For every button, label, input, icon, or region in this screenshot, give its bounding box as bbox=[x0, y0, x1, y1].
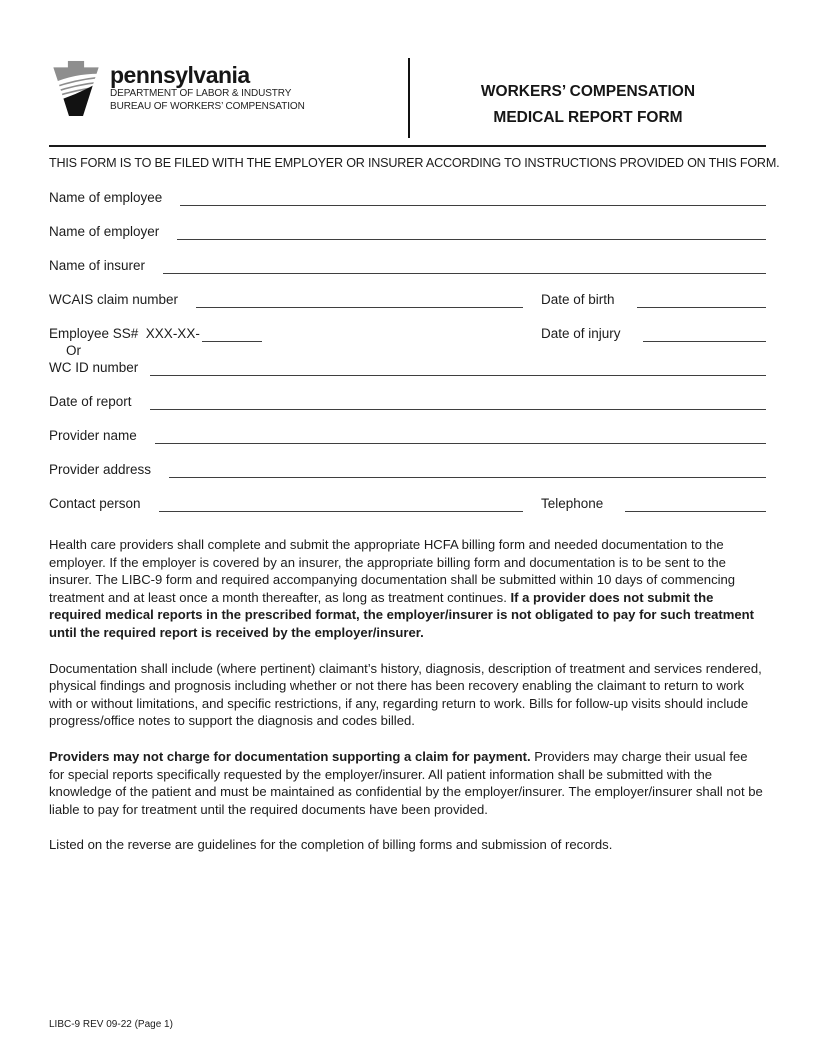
wcais-claim-col bbox=[49, 292, 523, 308]
contact-person-col bbox=[49, 496, 523, 512]
field-row-or bbox=[49, 342, 766, 359]
telephone-input-line[interactable] bbox=[625, 507, 766, 512]
date-of-birth-label: Date of birth bbox=[541, 292, 615, 307]
wc-id-number-label: WC ID number bbox=[49, 360, 139, 375]
paragraph-3-bold-text: Providers may not charge for documentation supporting a claim for payment. bbox=[49, 748, 531, 764]
field-row-provider-name bbox=[49, 410, 766, 444]
agency-name-block bbox=[110, 58, 305, 124]
form-fields bbox=[49, 172, 766, 512]
field-row-wc-id bbox=[49, 359, 766, 376]
paragraph-billing-submission bbox=[49, 536, 766, 642]
provider-name-input-line[interactable] bbox=[155, 439, 766, 444]
field-row-date-of-report bbox=[49, 376, 766, 410]
wcais-claim-number-input-line[interactable] bbox=[196, 303, 523, 308]
date-of-injury-label: Date of injury bbox=[541, 326, 621, 341]
provider-address-input-line[interactable] bbox=[169, 473, 766, 478]
field-row-ssn-doi bbox=[49, 308, 766, 342]
form-title-line1: WORKERS’ COMPENSATION bbox=[480, 83, 696, 100]
paragraph-3-normal-text: Providers may charge their usual fee for special reports specifically requested by the employer/insurer. All patient information shall be submitted with the knowledge of the patient and must be maintained as confidential by the employer/insurer. The employer/insurer shall not be liable to pay for treatment until the required documents have been provided. bbox=[49, 748, 763, 817]
date-of-injury-input-line[interactable] bbox=[643, 337, 766, 342]
paragraph-charging-rules bbox=[49, 748, 766, 818]
employee-ssn-col bbox=[49, 326, 523, 342]
insurer-name-label: Name of insurer bbox=[49, 258, 146, 273]
contact-person-input-line[interactable] bbox=[159, 507, 523, 512]
employee-name-input-line[interactable] bbox=[180, 201, 766, 206]
or-label: Or bbox=[66, 343, 81, 358]
paragraph-1-normal-text: Health care providers shall complete and submit the appropriate HCFA billing form and needed documentation to the employer. If the employer is covered by an insurer, the appropriate billing form and documentation is to be sent to the insurer. The LIBC-9 form and required accompanying documentation shall be submitted within 10 days of commencing treatment and at least once a month thereafter, as long as treatment continues. bbox=[49, 537, 736, 605]
brand-name: pennsylvania bbox=[110, 62, 250, 88]
form-title bbox=[410, 58, 766, 131]
provider-name-label: Provider name bbox=[49, 428, 137, 443]
paragraph-documentation-contents: Documentation shall include (where pertinent) claimant’s history, diagnosis, description of treatment and services rendered, physical findings and prognosis including whether or not there has been recovery enabling the claimant to return to work with or without limitations, and specific restrictions, if any, regarding return to work. Bills for follow-up visits should include progress/office notes to support the diagnosis and codes billed. bbox=[49, 660, 762, 729]
employee-ssn-input-line[interactable] bbox=[202, 337, 262, 342]
form-id-footer: LIBC-9 REV 09-22 (Page 1) bbox=[49, 1019, 173, 1030]
field-row-insurer-name bbox=[49, 240, 766, 274]
paragraph-reverse-guidelines: Listed on the reverse are guidelines for the completion of billing forms and submission of records. bbox=[49, 837, 613, 853]
date-of-birth-input-line[interactable] bbox=[637, 303, 766, 308]
field-row-provider-address bbox=[49, 444, 766, 478]
date-of-birth-col bbox=[541, 292, 766, 308]
employee-name-label: Name of employee bbox=[49, 190, 163, 205]
department-line: DEPARTMENT OF LABOR & INDUSTRY bbox=[110, 88, 292, 99]
telephone-label: Telephone bbox=[541, 496, 604, 511]
bureau-line: BUREAU OF WORKERS’ COMPENSATION bbox=[110, 101, 305, 112]
pennsylvania-keystone-logo-icon bbox=[49, 59, 103, 124]
telephone-col bbox=[541, 496, 766, 512]
employer-name-label: Name of employer bbox=[49, 224, 160, 239]
wcais-claim-number-label: WCAIS claim number bbox=[49, 292, 179, 307]
date-of-report-input-line[interactable] bbox=[150, 405, 766, 410]
form-title-line2: MEDICAL REPORT FORM bbox=[493, 109, 683, 126]
provider-address-label: Provider address bbox=[49, 462, 152, 477]
field-row-employer-name bbox=[49, 206, 766, 240]
body-text bbox=[49, 536, 766, 854]
date-of-report-label: Date of report bbox=[49, 394, 132, 409]
field-row-contact-telephone bbox=[49, 478, 766, 512]
filing-instruction-text: THIS FORM IS TO BE FILED WITH THE EMPLOYER OR INSURER ACCORDING TO INSTRUCTIONS PROVIDED ON THIS FORM. bbox=[49, 156, 780, 170]
contact-person-label: Contact person bbox=[49, 496, 141, 511]
employee-ssn-label: Employee SS# XXX-XX- bbox=[49, 326, 200, 341]
wc-id-number-input-line[interactable] bbox=[150, 371, 766, 376]
insurer-name-input-line[interactable] bbox=[163, 269, 766, 274]
field-row-employee-name bbox=[49, 172, 766, 206]
agency-logo-block bbox=[49, 58, 408, 124]
header-horizontal-rule bbox=[49, 145, 766, 147]
date-of-injury-col bbox=[541, 326, 766, 342]
paragraph-1-bold-text: If a provider does not submit the required medical reports in the prescribed format, the employer/insurer is not obligated to pay for such treatment until the required report is received by the employer/insurer. bbox=[49, 589, 755, 640]
field-row-wcais-dob bbox=[49, 274, 766, 308]
header bbox=[49, 58, 766, 138]
employer-name-input-line[interactable] bbox=[177, 235, 766, 240]
